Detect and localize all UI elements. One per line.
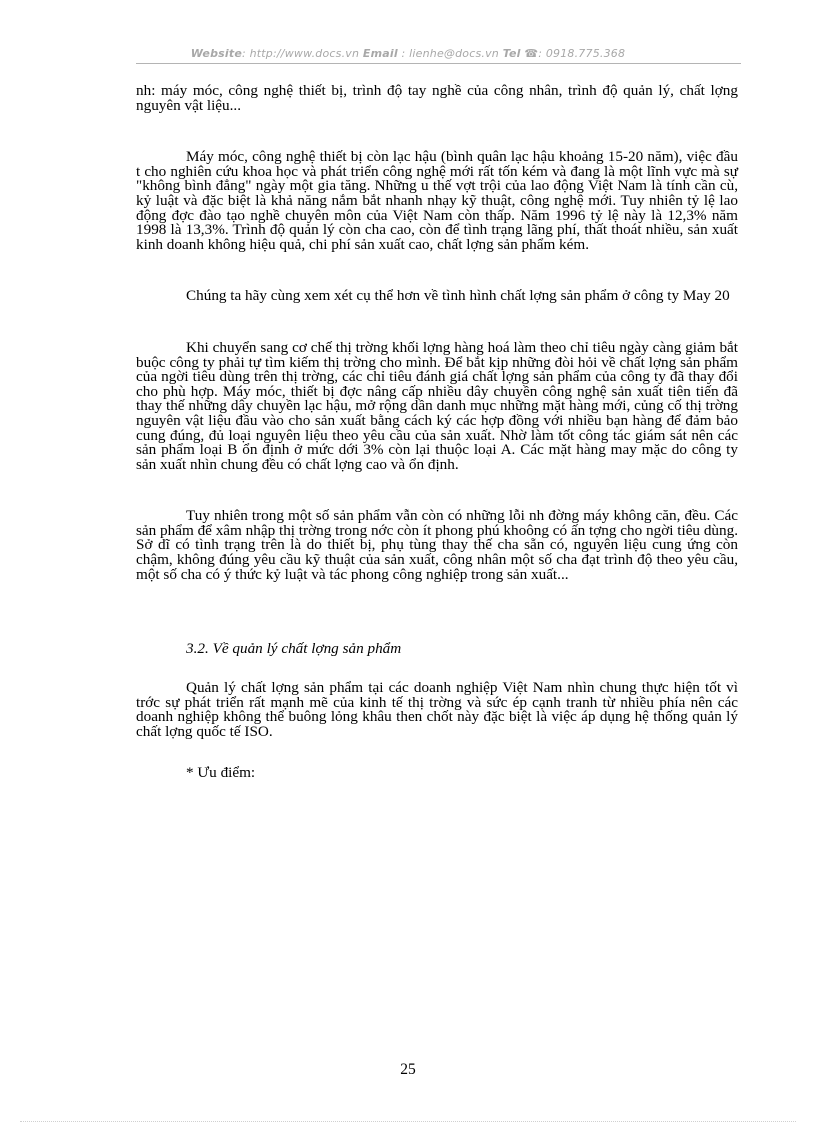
paragraph-5: Tuy nhiên trong một số sản phẩm vẫn còn có những lỗi nh đờng máy không căn, đều. Các sản phẩm để xâm nhập thị trờng trong nớc còn ít phong phú khoông có ấn tợng cho ngời tiêu dùng. Sở dĩ có tình trạng trên là do thiết bị, phụ tùng thay thế cha sẵn có, nguyên liệu cung ứng còn chậm, không đúng yêu cầu kỹ thuật của sản xuất, công nhân một số cha đạt trình độ theo yêu cầu, một số cha có ý thức kỷ luật và tác phong công nghiệp trong sản xuất... (136, 507, 738, 583)
paragraph-2: Máy móc, công nghệ thiết bị còn lạc hậu (bình quân lạc hậu khoảng 15-20 năm), việc đầu t cho nghiên cứu khoa học và phát triển công nghệ mới rất tốn kém và đang là một lĩnh vực mà sự "không bình đẳng" ngày một gia tăng. Những u thế vợt trội của lao động Việt Nam là tính cần cù, kỷ luật và đặc biệt là khả năng nắm bắt nhanh nhạy kỹ thuật, công nghệ mới. Tuy nhiên tỷ lệ lao động đợc đào tạo nghề chuyên môn của Việt Nam còn thấp. Năm 1996 tỷ lệ này là 12,3% năm 1998 là 13,3%. Trình độ quản lý còn cha cao, còn để tình trạng lãng phí, thất thoát nhiều, sản xuất kinh doanh không hiệu quả, chi phí sản xuất cao, chất lợng sản phẩm kém. (136, 148, 738, 253)
website-label: Website (190, 47, 242, 60)
email-value: : lienhe@docs.vn (401, 47, 499, 60)
paragraph-1: nh: máy móc, công nghệ thiết bị, trình độ tay nghề của công nhân, trình độ quản lý, chất lợng nguyên vật liệu... (136, 82, 738, 114)
page-number: 25 (400, 1061, 416, 1078)
tel-label: Tel (502, 47, 521, 60)
footer-divider (20, 1121, 796, 1122)
paragraph-3: Chúng ta hãy cùng xem xét cụ thể hơn về tình hình chất lợng sản phẩm ở công ty May 20 (186, 287, 730, 305)
phone-icon: ☎ (524, 47, 539, 60)
email-label: Email (362, 47, 398, 60)
section-heading: 3.2. Về quản lý chất lợng sản phẩm (186, 640, 402, 658)
tel-value: : 0918.775.368 (538, 47, 626, 60)
website-value: : http://www.docs.vn (242, 47, 360, 60)
paragraph-6: Quản lý chất lợng sản phẩm tại các doanh nghiệp Việt Nam nhìn chung thực hiện tốt vì trớc sự phát triển rất mạnh mẽ của kinh tế thị trờng và sức ép cạnh tranh từ nhiều phía nên các doanh nghiệp không thể buông lỏng khâu then chốt này đặc biệt là việc áp dụng hệ thống quản lý chất lợng quốc tế ISO. (136, 679, 738, 741)
page-content (136, 84, 738, 780)
page-header (0, 47, 816, 60)
header-divider (136, 63, 741, 64)
paragraph-4: Khi chuyển sang cơ chế thị trờng khối lợng hàng hoá làm theo chỉ tiêu ngày càng giảm bắt buộc công ty phải tự tìm kiếm thị trờng cho mình. Để bắt kịp những đòi hỏi về chất lợng sản phẩm của ngời tiêu dùng trên thị trờng, các chỉ tiêu đánh giá chất lợng sản phẩm của công ty đã thay đổi cho phù hợp. Máy móc, thiết bị đợc nâng cấp nhiều dây chuyền công nghệ sản xuất tiên tiến đã thay thế những dây chuyền lạc hậu, mở rộng dần danh mục những mặt hàng mới, củng cố thị trờng nguyên vật liệu đầu vào cho sản xuất bằng cách ký các hợp đồng với nhiều bạn hàng để đảm bảo cung đúng, đủ loại nguyên liệu theo yêu cầu của sản xuất. Nhờ làm tốt công tác giám sát nên các sản phẩm loại B ổn định ở mức dới 3% còn lại thuộc loại A. Các mặt hàng may mặc do công ty sản xuất nhìn chung đều có chất lợng cao và ổn định. (136, 338, 738, 473)
advantages-label: * Ưu điểm: (186, 763, 256, 781)
